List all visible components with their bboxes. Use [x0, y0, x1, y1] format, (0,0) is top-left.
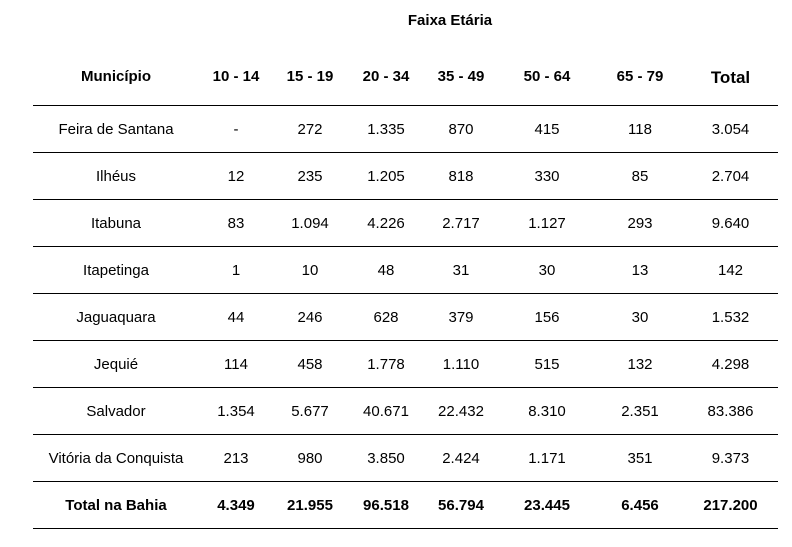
table-footer — [33, 482, 778, 529]
column-header-65-79: 65 - 79 — [597, 48, 683, 106]
value-cell: 1.127 — [497, 200, 597, 247]
total-cell: 23.445 — [497, 482, 597, 529]
value-cell: 3.850 — [347, 435, 425, 482]
value-cell: 142 — [683, 247, 778, 294]
value-cell: 83 — [199, 200, 273, 247]
value-cell: 870 — [425, 106, 497, 153]
value-cell: 156 — [497, 294, 597, 341]
municipio-cell: Vitória da Conquista — [33, 435, 199, 482]
value-cell: 8.310 — [497, 388, 597, 435]
value-cell: 3.054 — [683, 106, 778, 153]
table-row — [33, 200, 778, 247]
value-cell: 980 — [273, 435, 347, 482]
value-cell: 13 — [597, 247, 683, 294]
municipio-cell: Itabuna — [33, 200, 199, 247]
value-cell: 5.677 — [273, 388, 347, 435]
total-row — [33, 482, 778, 529]
total-cell: 56.794 — [425, 482, 497, 529]
value-cell: 30 — [497, 247, 597, 294]
value-cell: 40.671 — [347, 388, 425, 435]
value-cell: 12 — [199, 153, 273, 200]
table-row — [33, 435, 778, 482]
municipio-cell: Salvador — [33, 388, 199, 435]
value-cell: 1.335 — [347, 106, 425, 153]
value-cell: 330 — [497, 153, 597, 200]
value-cell: - — [199, 106, 273, 153]
column-header-50-64: 50 - 64 — [497, 48, 597, 106]
total-row-label: Total na Bahia — [33, 482, 199, 529]
column-header-10-14: 10 - 14 — [199, 48, 273, 106]
value-cell: 30 — [597, 294, 683, 341]
value-cell: 272 — [273, 106, 347, 153]
value-cell: 1 — [199, 247, 273, 294]
value-cell: 1.532 — [683, 294, 778, 341]
value-cell: 1.110 — [425, 341, 497, 388]
value-cell: 213 — [199, 435, 273, 482]
total-cell: 217.200 — [683, 482, 778, 529]
municipio-cell: Jequié — [33, 341, 199, 388]
data-table — [33, 48, 778, 529]
value-cell: 2.704 — [683, 153, 778, 200]
table-header — [33, 48, 778, 106]
column-header-municipio: Município — [33, 48, 199, 106]
value-cell: 2.351 — [597, 388, 683, 435]
value-cell: 2.424 — [425, 435, 497, 482]
value-cell: 293 — [597, 200, 683, 247]
value-cell: 379 — [425, 294, 497, 341]
value-cell: 85 — [597, 153, 683, 200]
municipio-cell: Itapetinga — [33, 247, 199, 294]
value-cell: 628 — [347, 294, 425, 341]
value-cell: 1.778 — [347, 341, 425, 388]
column-header-15-19: 15 - 19 — [273, 48, 347, 106]
value-cell: 31 — [425, 247, 497, 294]
header-row — [33, 48, 778, 106]
value-cell: 1.205 — [347, 153, 425, 200]
column-header-20-34: 20 - 34 — [347, 48, 425, 106]
column-header-total: Total — [683, 48, 778, 106]
value-cell: 114 — [199, 341, 273, 388]
value-cell: 118 — [597, 106, 683, 153]
value-cell: 83.386 — [683, 388, 778, 435]
column-header-35-49: 35 - 49 — [425, 48, 497, 106]
value-cell: 2.717 — [425, 200, 497, 247]
value-cell: 458 — [273, 341, 347, 388]
table-row — [33, 294, 778, 341]
municipio-cell: Ilhéus — [33, 153, 199, 200]
value-cell: 246 — [273, 294, 347, 341]
value-cell: 4.226 — [347, 200, 425, 247]
table-row — [33, 153, 778, 200]
total-cell: 21.955 — [273, 482, 347, 529]
table-body — [33, 106, 778, 482]
value-cell: 9.640 — [683, 200, 778, 247]
total-cell: 96.518 — [347, 482, 425, 529]
value-cell: 235 — [273, 153, 347, 200]
value-cell: 9.373 — [683, 435, 778, 482]
age-range-group-title: Faixa Etária — [407, 12, 493, 29]
value-cell: 1.354 — [199, 388, 273, 435]
value-cell: 44 — [199, 294, 273, 341]
municipio-cell: Feira de Santana — [33, 106, 199, 153]
value-cell: 1.094 — [273, 200, 347, 247]
table-row — [33, 341, 778, 388]
value-cell: 4.298 — [683, 341, 778, 388]
value-cell: 415 — [497, 106, 597, 153]
municipio-cell: Jaguaquara — [33, 294, 199, 341]
value-cell: 22.432 — [425, 388, 497, 435]
total-cell: 6.456 — [597, 482, 683, 529]
total-cell: 4.349 — [199, 482, 273, 529]
table-row — [33, 388, 778, 435]
value-cell: 132 — [597, 341, 683, 388]
value-cell: 515 — [497, 341, 597, 388]
value-cell: 351 — [597, 435, 683, 482]
value-cell: 48 — [347, 247, 425, 294]
value-cell: 1.171 — [497, 435, 597, 482]
table-row — [33, 106, 778, 153]
value-cell: 10 — [273, 247, 347, 294]
value-cell: 818 — [425, 153, 497, 200]
table-row — [33, 247, 778, 294]
